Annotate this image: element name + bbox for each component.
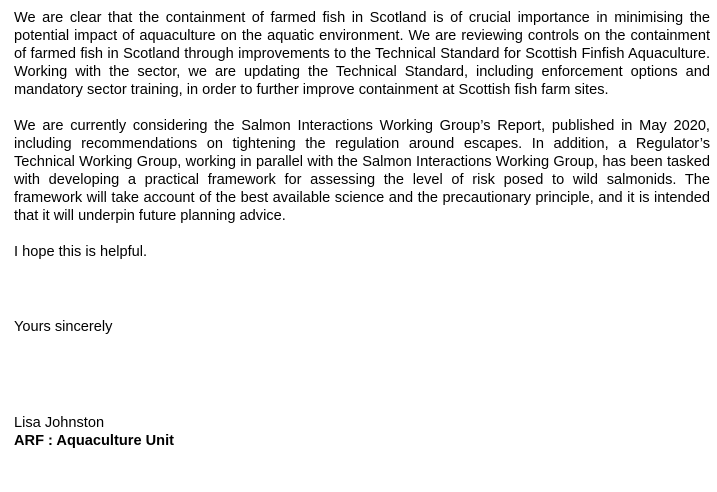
- closing-salutation: Yours sincerely: [14, 319, 113, 335]
- signature-name: Lisa Johnston: [14, 415, 105, 431]
- paragraph-salmon-interactions: We are currently considering the Salmon Interactions Working Group’s Report, published in May 2020, including recommendations on tightening the regulation around escapes. In addition, a Regulator’s Technical Working Group, working in parallel with the Salmon Interactions Working Group, has been tasked with developing a practical framework for assessing the level of risk posed to wild salmonids. The framework will take account of the best available science and the precautionary principle, and it is intended that it will underpin future planning advice.: [14, 118, 710, 224]
- letter-body: [14, 9, 710, 450]
- paragraph-containment: We are clear that the containment of farmed fish in Scotland is of crucial importance in minimising the potential impact of aquaculture on the aquatic environment. We are reviewing controls on the containment of farmed fish in Scotland through improvements to the Technical Standard for Scottish Finfish Aquaculture. Working with the sector, we are updating the Technical Standard, including enforcement options and mandatory sector training, in order to further improve containment at Scottish fish farm sites.: [14, 10, 710, 98]
- paragraph-hope-helpful: I hope this is helpful.: [14, 244, 148, 260]
- signature-department: ARF : Aquaculture Unit: [14, 433, 174, 449]
